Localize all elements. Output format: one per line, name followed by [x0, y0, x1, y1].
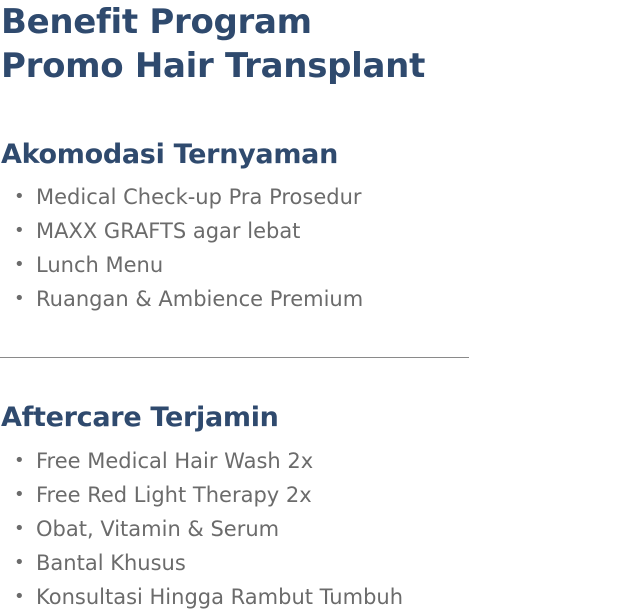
bullet-icon: • — [14, 220, 25, 241]
list-item-label: MAXX GRAFTS agar lebat — [36, 219, 301, 243]
list-item — [0, 580, 403, 614]
list-item-label: Konsultasi Hingga Rambut Tumbuh — [36, 585, 404, 609]
section-heading-akomodasi: Akomodasi Ternyaman — [1, 139, 339, 170]
bullet-icon: • — [14, 186, 25, 207]
bullet-icon: • — [14, 288, 25, 309]
list-item — [0, 546, 403, 580]
bullet-icon: • — [14, 254, 25, 275]
bullet-icon: • — [14, 552, 25, 573]
bullet-icon: • — [14, 586, 25, 607]
list-item — [0, 478, 403, 512]
list-item — [0, 248, 363, 282]
list-item-label: Lunch Menu — [36, 253, 164, 277]
bullet-icon: • — [14, 518, 25, 539]
list-item-label: Obat, Vitamin & Serum — [36, 517, 280, 541]
page-title-line-1: Benefit Program — [1, 2, 312, 42]
bullet-icon: • — [14, 484, 25, 505]
section-divider — [0, 357, 469, 358]
list-item — [0, 180, 363, 214]
list-item — [0, 512, 403, 546]
list-item-label: Ruangan & Ambience Premium — [36, 287, 364, 311]
list-item-label: Free Red Light Therapy 2x — [36, 483, 312, 507]
list-item-label: Free Medical Hair Wash 2x — [36, 449, 314, 473]
bullet-icon: • — [14, 450, 25, 471]
section-heading-aftercare: Aftercare Terjamin — [1, 402, 279, 433]
page-title — [1, 0, 425, 88]
list-item-label: Medical Check-up Pra Prosedur — [36, 185, 362, 209]
benefit-list-akomodasi — [0, 180, 363, 316]
list-item — [0, 444, 403, 478]
list-item-label: Bantal Khusus — [36, 551, 186, 575]
benefit-list-aftercare — [0, 444, 403, 614]
list-item — [0, 282, 363, 316]
page-title-line-2: Promo Hair Transplant — [1, 46, 426, 86]
list-item — [0, 214, 363, 248]
